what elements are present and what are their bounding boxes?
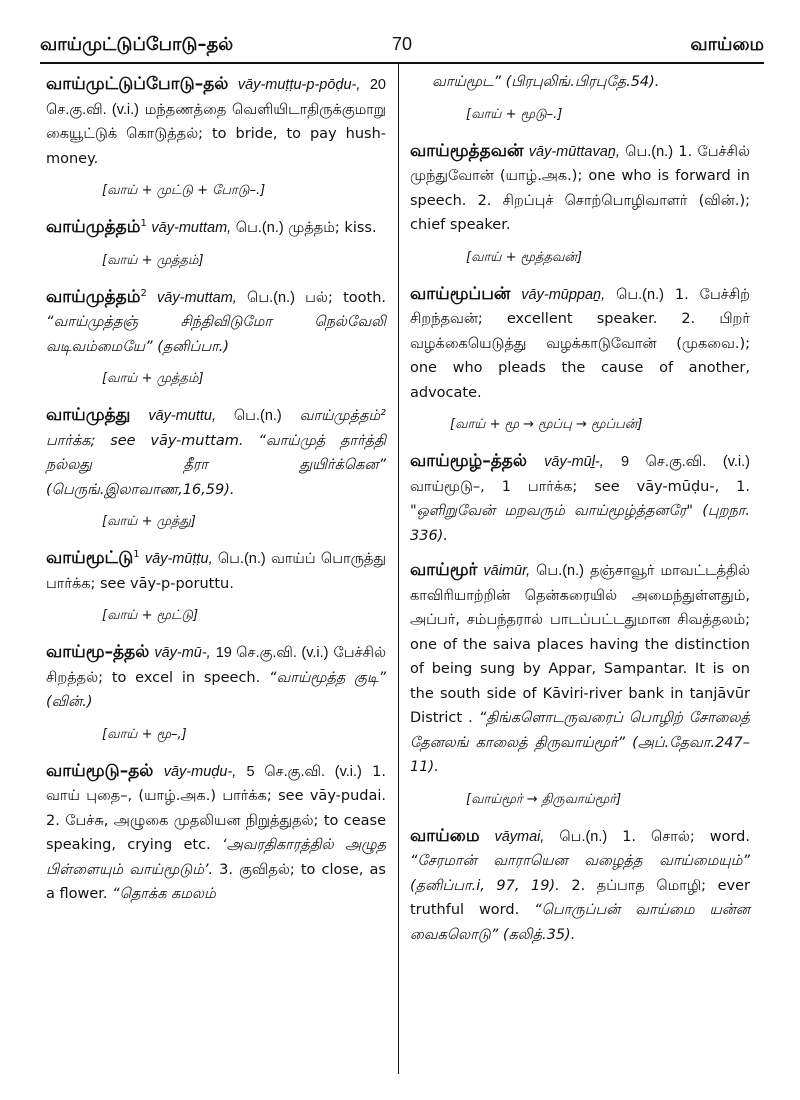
citation: “வாய்முத்தஞ் சிந்திவிடுமோ நெல்வேலி வடிவம்மையே” (தனிப்பா.) (46, 314, 386, 355)
etymology: [வாய்மூர் → திருவாய்மூர்] (466, 791, 622, 807)
transliteration: vāy-mūttavaṉ, (528, 143, 620, 160)
citation: "ஒளிறுவேன் மறவரும் வாய்மூழ்த்தனரே" (புறநா. 336). (410, 503, 750, 544)
definition: 2. தப்பாத மொழி; ever truthful word. (410, 877, 750, 918)
definition: பல்; tooth. (305, 289, 386, 306)
transliteration: vāymai, (494, 828, 545, 845)
headword: வாய்முட்டுப்போடு–தல் (46, 74, 229, 94)
headword: வாய்முத்தம் (46, 217, 141, 237)
definition: மந்தணத்தை வெளியிடாதிருக்குமாறு கையூட்டுக் கொடுத்தல்; to bride, to pay hush-money. (46, 101, 386, 167)
dictionary-entry (410, 282, 750, 436)
column-divider (398, 64, 399, 1074)
dictionary-entry (410, 824, 750, 948)
definition: பேச்சில் சிறத்தல்; to excel in speech. (46, 645, 387, 686)
header-left-guideword: வாய்முட்டுப்போடு–தல் (40, 34, 234, 55)
etymology: [வாய் + முட்டு + போடு–.] (102, 183, 266, 198)
citation: “வாய்மூத்த குடி” (வின்.) (46, 669, 386, 710)
dictionary-entry (410, 139, 750, 268)
homonym-number: 1 (140, 218, 147, 230)
headword: வாய்மூழ்–த்தல் (410, 451, 527, 471)
transliteration: vāy-mūṭṭu, (144, 551, 213, 567)
headword: வாய்மூட்டு (46, 548, 134, 568)
citation: ‘அவரதிகாரத்தில் அழுத பிள்ளையும் வாய்மூடும்’. (46, 837, 387, 878)
citation: வாய்மூட” (பிரபுலிங்.பிரபுதே.54). (432, 74, 660, 90)
transliteration: vāy-muttam, (151, 220, 232, 236)
transliteration: vāy-muttu, (148, 408, 216, 424)
transliteration: vāy-mū-, (154, 645, 211, 661)
etymology: [வாய் + மூத்தவன்] (466, 249, 583, 265)
grammar-tag: 5 செ.கு.வி. (v.i.) (246, 763, 362, 780)
homonym-number: 1 (133, 549, 140, 561)
definition: வாய்ப் பொருத்து பார்க்க; see vāy-p-poruttu. (46, 551, 387, 592)
grammar-tag: 9 செ.கு.வி. (v.i.) (620, 454, 751, 470)
transliteration: vāy-muttam, (157, 289, 237, 306)
dictionary-entry (410, 558, 750, 810)
transliteration: vāy-muṭṭu-p-pōḍu-, (237, 77, 361, 93)
dictionary-entry (46, 640, 386, 745)
left-column (46, 72, 386, 917)
citation: “வாய்முத் தார்த்தி நல்லது தீரா துயிர்க்கென” (பெருங்.இலாவாண,16,59). (46, 432, 386, 498)
dictionary-entry-continued (410, 70, 750, 125)
citation: “தொக்க கமலம் (112, 886, 216, 902)
headword: வாய்மூடு–தல் (46, 760, 154, 781)
page-header (40, 30, 764, 64)
dictionary-entry (410, 449, 750, 548)
headword: வாய்மூ–த்தல் (46, 642, 150, 662)
dictionary-entry (46, 403, 386, 532)
citation: “பொருப்பன் வாய்மை யன்ன வைகலொடு” (கலித்.35). (410, 902, 750, 943)
transliteration: vāy-mūppaṉ, (521, 286, 606, 303)
citation: “சேரமான் வாராயென வழைத்த வாய்மையும்” (தனிப்பா.i, 97, 19). (410, 853, 750, 894)
dictionary-entry (46, 759, 386, 907)
headword: வாய்மூப்பன் (410, 283, 511, 304)
definition: முத்தம்; kiss. (288, 220, 377, 236)
citation: “திங்களொடருவரைப் பொழிற் சோலைத் தேனலங் காலைத் திருவாய்மூர்” (அப்.தேவா.247–11). (410, 710, 750, 775)
grammar-tag: 20 செ.கு.வி. (v.i.) (46, 77, 386, 118)
headword: வாய்மை (410, 825, 480, 846)
etymology: [வாய் + முத்து] (102, 514, 196, 529)
definition: 1. பேச்சிற் சிறந்தவன்; excellent speaker. 2. பிறர் வழக்கையெடுத்து வழக்காடுவோன் (முகவை.); one who pleads the cause of another, advocate. (410, 286, 751, 401)
header-right-guideword: வாய்மை (690, 34, 764, 55)
grammar-tag: பெ.(n.) (536, 563, 584, 579)
dictionary-entry (46, 546, 386, 626)
transliteration: vāy-mūḻ-, (544, 454, 604, 470)
transliteration: vāimūr, (483, 563, 531, 579)
headword: வாய்மூத்தவன் (410, 140, 524, 161)
etymology: [வாய் + மூடு–.] (466, 106, 563, 122)
definition: 1. பேச்சில் முந்துவோன் (யாழ்.அக.); one who is forward in speech. 2. சிறப்புச் சொற்பொழிவாளர் (வின்.); chief speaker. (410, 143, 750, 233)
homonym-number: 2 (140, 287, 147, 299)
headword: வாய்முத்தம் (46, 286, 141, 307)
grammar-tag: 19 செ.கு.வி. (v.i.) (215, 645, 329, 661)
definition: வாய்முத்தம்² பார்க்க; see vāy-muttam. (46, 408, 386, 449)
grammar-tag: பெ.(n.) (235, 220, 284, 236)
dictionary-entry (46, 215, 386, 271)
headword: வாய்முத்து (46, 405, 131, 425)
transliteration: vāy-muḍu-, (163, 763, 237, 780)
etymology: [வாய் + மூ → மூப்பு → மூப்பன்] (450, 417, 643, 432)
grammar-tag: பெ.(n.) (217, 551, 266, 567)
definition: 1. சொல்; word. (622, 828, 750, 845)
etymology: [வாய் + மூ–,] (102, 726, 187, 742)
definition: வாய்மூடு–, 1 பார்க்க; see vāy-mūḍu-, 1. (410, 478, 750, 495)
page-number: 70 (391, 34, 413, 54)
right-column (410, 72, 750, 957)
grammar-tag: பெ.(n.) (247, 289, 295, 306)
grammar-tag: பெ.(n.) (233, 408, 282, 424)
definition: 1. வாய் புதை–, (யாழ்.அக.) பார்க்க; see vāy-pudai. 2. பேச்சு, அழுகை முதலியன நிறுத்துதல்; to cease speaking, crying etc. (46, 763, 386, 853)
grammar-tag: பெ.(n.) (559, 828, 608, 845)
definition: தஞ்சாவூர் மாவட்டத்தில் காவிரியாற்றின் தென்கரையில் அமைந்துள்ளதும், அப்பர், சம்பந்தரால் பாடப்பட்டதுமான சிவத்தலம்; one of the saiva places having the distinction of being sung by Appar, Sampantar. It is on the south side of Kāviri-river bank in tanjāvūr District . (410, 563, 751, 726)
etymology: [வாய் + மூட்டு] (102, 608, 199, 623)
definition: 3. குவிதல்; to close, as a flower. (46, 861, 386, 902)
grammar-tag: பெ.(n.) (616, 286, 664, 303)
grammar-tag: பெ.(n.) (625, 143, 674, 160)
headword: வாய்மூர் (410, 560, 478, 580)
etymology: [வாய் + முத்தம்] (102, 371, 204, 386)
dictionary-entry (46, 285, 386, 390)
etymology: [வாய் + முத்தம்] (102, 252, 204, 268)
dictionary-entry (46, 72, 386, 201)
